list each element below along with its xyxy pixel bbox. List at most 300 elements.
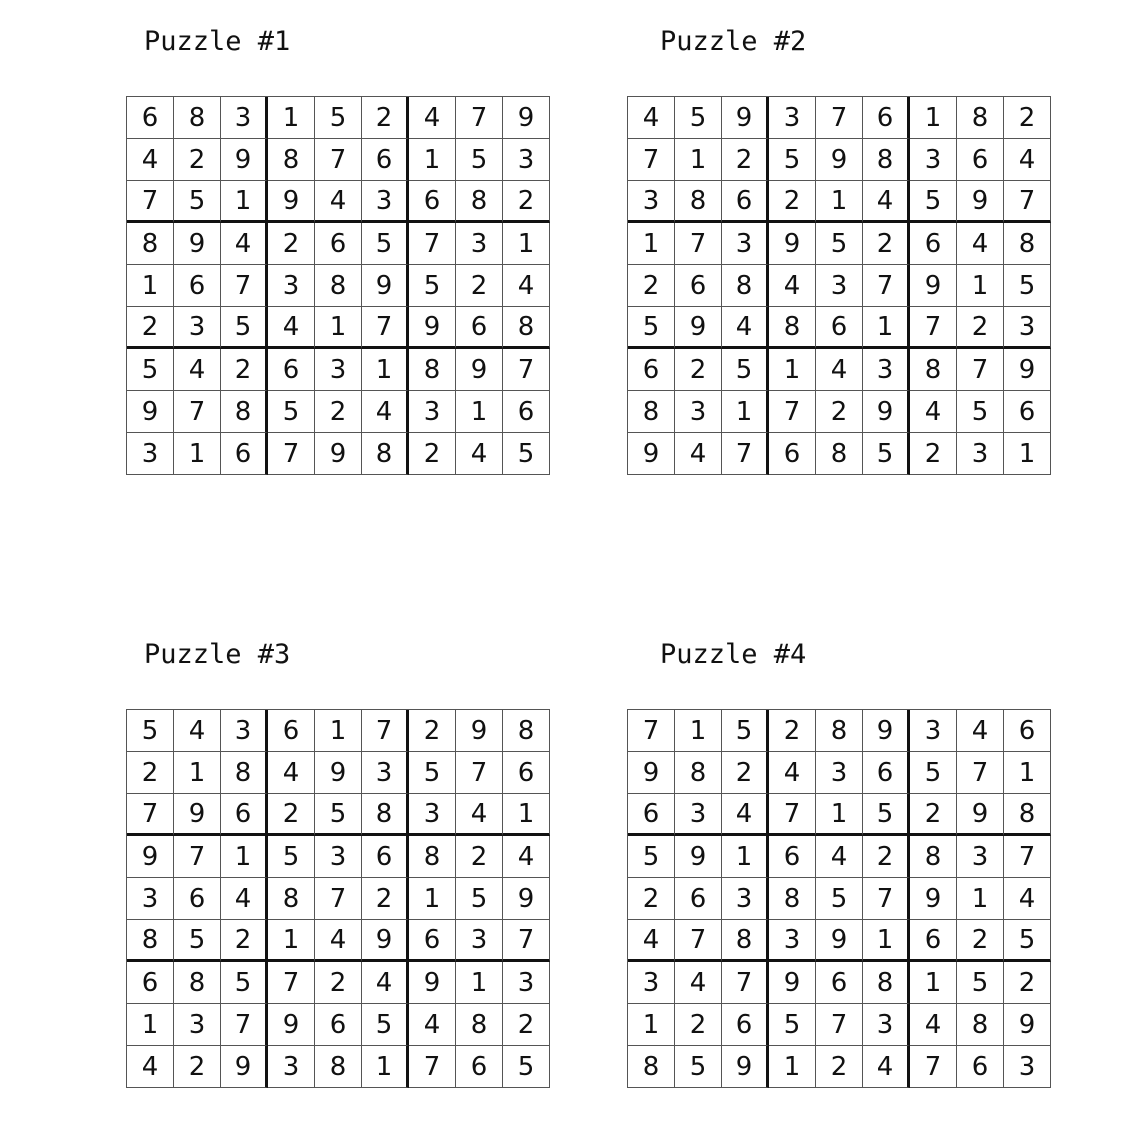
sudoku-cell: 6 bbox=[1004, 391, 1051, 433]
sudoku-cell: 2 bbox=[1004, 962, 1051, 1004]
sudoku-cell: 3 bbox=[722, 223, 769, 265]
sudoku-cell: 9 bbox=[503, 878, 550, 920]
sudoku-cell: 1 bbox=[675, 710, 722, 752]
sudoku-cell: 6 bbox=[268, 349, 315, 391]
sudoku-cell: 3 bbox=[315, 836, 362, 878]
sudoku-cell: 8 bbox=[221, 391, 268, 433]
sudoku-cell: 9 bbox=[362, 265, 409, 307]
sudoku-cell: 4 bbox=[769, 265, 816, 307]
sudoku-cell: 3 bbox=[127, 878, 174, 920]
sudoku-cell: 2 bbox=[221, 349, 268, 391]
sudoku-cell: 5 bbox=[315, 794, 362, 836]
sudoku-cell: 5 bbox=[362, 223, 409, 265]
sudoku-cell: 2 bbox=[503, 1004, 550, 1046]
sudoku-cell: 2 bbox=[722, 752, 769, 794]
sudoku-cell: 7 bbox=[174, 836, 221, 878]
sudoku-cell: 7 bbox=[816, 97, 863, 139]
sudoku-cell: 4 bbox=[628, 97, 675, 139]
sudoku-cell: 1 bbox=[816, 181, 863, 223]
sudoku-grid bbox=[126, 709, 550, 1088]
puzzle-title: Puzzle #2 bbox=[660, 26, 807, 57]
sudoku-cell: 2 bbox=[127, 307, 174, 349]
sudoku-cell: 2 bbox=[722, 139, 769, 181]
sudoku-cell: 3 bbox=[268, 1046, 315, 1088]
sudoku-cell: 5 bbox=[863, 433, 910, 475]
sudoku-cell: 1 bbox=[769, 1046, 816, 1088]
sudoku-cell: 4 bbox=[863, 1046, 910, 1088]
sudoku-cell: 8 bbox=[628, 391, 675, 433]
sudoku-cell: 3 bbox=[816, 265, 863, 307]
sudoku-cell: 9 bbox=[1004, 349, 1051, 391]
sudoku-cell: 4 bbox=[456, 433, 503, 475]
sudoku-cell: 9 bbox=[628, 433, 675, 475]
sudoku-cell: 4 bbox=[268, 307, 315, 349]
sudoku-cell: 8 bbox=[1004, 223, 1051, 265]
sudoku-cell: 6 bbox=[769, 836, 816, 878]
sudoku-cell: 2 bbox=[456, 265, 503, 307]
sudoku-cell: 6 bbox=[409, 181, 456, 223]
sudoku-cell: 7 bbox=[957, 752, 1004, 794]
sudoku-cell: 8 bbox=[362, 794, 409, 836]
sudoku-cell: 6 bbox=[1004, 710, 1051, 752]
sudoku-cell: 9 bbox=[816, 139, 863, 181]
sudoku-cell: 8 bbox=[675, 752, 722, 794]
sudoku-cell: 6 bbox=[722, 181, 769, 223]
sudoku-cell: 1 bbox=[315, 307, 362, 349]
sudoku-cell: 4 bbox=[957, 223, 1004, 265]
sudoku-cell: 7 bbox=[221, 1004, 268, 1046]
sudoku-cell: 9 bbox=[456, 710, 503, 752]
puzzle-title: Puzzle #3 bbox=[144, 639, 291, 670]
sudoku-cell: 5 bbox=[628, 307, 675, 349]
sudoku-cell: 9 bbox=[456, 349, 503, 391]
sudoku-cell: 5 bbox=[221, 307, 268, 349]
sudoku-cell: 2 bbox=[1004, 97, 1051, 139]
sudoku-cell: 7 bbox=[910, 1046, 957, 1088]
sudoku-cell: 4 bbox=[1004, 878, 1051, 920]
sudoku-cell: 3 bbox=[362, 752, 409, 794]
sudoku-cell: 8 bbox=[315, 265, 362, 307]
sudoku-cell: 5 bbox=[127, 349, 174, 391]
sudoku-cell: 1 bbox=[456, 391, 503, 433]
sudoku-cell: 6 bbox=[456, 1046, 503, 1088]
sudoku-cell: 2 bbox=[769, 181, 816, 223]
sudoku-cell: 5 bbox=[221, 962, 268, 1004]
sudoku-cell: 9 bbox=[503, 97, 550, 139]
sudoku-cell: 4 bbox=[863, 181, 910, 223]
sudoku-cell: 8 bbox=[268, 878, 315, 920]
sudoku-cell: 1 bbox=[628, 1004, 675, 1046]
sudoku-cell: 8 bbox=[456, 1004, 503, 1046]
sudoku-cell: 9 bbox=[957, 181, 1004, 223]
sudoku-cell: 7 bbox=[268, 962, 315, 1004]
sudoku-cell: 7 bbox=[409, 223, 456, 265]
sudoku-grid bbox=[627, 96, 1051, 475]
sudoku-cell: 1 bbox=[409, 878, 456, 920]
sudoku-cell: 6 bbox=[409, 920, 456, 962]
puzzle-title: Puzzle #1 bbox=[144, 26, 291, 57]
sudoku-cell: 5 bbox=[456, 139, 503, 181]
sudoku-cell: 1 bbox=[722, 836, 769, 878]
sudoku-cell: 7 bbox=[456, 97, 503, 139]
sudoku-cell: 1 bbox=[675, 139, 722, 181]
sudoku-cell: 8 bbox=[675, 181, 722, 223]
sudoku-cell: 7 bbox=[456, 752, 503, 794]
sudoku-cell: 8 bbox=[503, 307, 550, 349]
sudoku-cell: 4 bbox=[409, 97, 456, 139]
sudoku-cell: 3 bbox=[127, 433, 174, 475]
sudoku-cell: 6 bbox=[127, 97, 174, 139]
sudoku-cell: 1 bbox=[174, 752, 221, 794]
sudoku-cell: 7 bbox=[315, 878, 362, 920]
sudoku-cell: 8 bbox=[221, 752, 268, 794]
sudoku-cell: 9 bbox=[957, 794, 1004, 836]
sudoku-cell: 4 bbox=[221, 878, 268, 920]
sudoku-cell: 5 bbox=[1004, 265, 1051, 307]
sudoku-cell: 1 bbox=[863, 920, 910, 962]
sudoku-cell: 5 bbox=[268, 836, 315, 878]
sudoku-cell: 2 bbox=[221, 920, 268, 962]
sudoku-cell: 3 bbox=[628, 181, 675, 223]
sudoku-cell: 8 bbox=[863, 139, 910, 181]
sudoku-cell: 8 bbox=[769, 878, 816, 920]
sudoku-cell: 8 bbox=[1004, 794, 1051, 836]
sudoku-cell: 3 bbox=[910, 710, 957, 752]
sudoku-cell: 6 bbox=[957, 139, 1004, 181]
sudoku-cell: 6 bbox=[863, 97, 910, 139]
sudoku-cell: 6 bbox=[910, 920, 957, 962]
sudoku-cell: 3 bbox=[221, 97, 268, 139]
sudoku-cell: 1 bbox=[268, 920, 315, 962]
sudoku-cell: 6 bbox=[503, 391, 550, 433]
sudoku-cell: 4 bbox=[722, 307, 769, 349]
sudoku-cell: 9 bbox=[910, 265, 957, 307]
sudoku-cell: 9 bbox=[362, 920, 409, 962]
sudoku-cell: 4 bbox=[503, 836, 550, 878]
sudoku-cell: 5 bbox=[816, 223, 863, 265]
sudoku-cell: 1 bbox=[503, 223, 550, 265]
sudoku-cell: 6 bbox=[221, 794, 268, 836]
sudoku-cell: 4 bbox=[816, 349, 863, 391]
sudoku-cell: 5 bbox=[910, 752, 957, 794]
sudoku-cell: 5 bbox=[1004, 920, 1051, 962]
sudoku-cell: 8 bbox=[362, 433, 409, 475]
sudoku-cell: 7 bbox=[769, 794, 816, 836]
sudoku-cell: 8 bbox=[409, 349, 456, 391]
sudoku-grid bbox=[126, 96, 550, 475]
sudoku-cell: 6 bbox=[816, 307, 863, 349]
sudoku-cell: 5 bbox=[910, 181, 957, 223]
sudoku-cell: 9 bbox=[863, 710, 910, 752]
sudoku-cell: 1 bbox=[957, 878, 1004, 920]
sudoku-cell: 7 bbox=[409, 1046, 456, 1088]
sudoku-cell: 8 bbox=[816, 433, 863, 475]
sudoku-cell: 9 bbox=[863, 391, 910, 433]
sudoku-cell: 3 bbox=[315, 349, 362, 391]
sudoku-cell: 5 bbox=[628, 836, 675, 878]
sudoku-cell: 8 bbox=[863, 962, 910, 1004]
sudoku-cell: 4 bbox=[503, 265, 550, 307]
sudoku-grid bbox=[627, 709, 1051, 1088]
sudoku-cell: 3 bbox=[863, 349, 910, 391]
sudoku-cell: 3 bbox=[409, 391, 456, 433]
sudoku-cell: 9 bbox=[268, 1004, 315, 1046]
sudoku-cell: 1 bbox=[174, 433, 221, 475]
sudoku-cell: 7 bbox=[1004, 836, 1051, 878]
sudoku-cell: 7 bbox=[863, 265, 910, 307]
sudoku-cell: 8 bbox=[722, 265, 769, 307]
sudoku-cell: 3 bbox=[769, 920, 816, 962]
sudoku-cell: 8 bbox=[722, 920, 769, 962]
sudoku-cell: 5 bbox=[127, 710, 174, 752]
sudoku-cell: 8 bbox=[910, 349, 957, 391]
sudoku-cell: 7 bbox=[675, 223, 722, 265]
sudoku-cell: 3 bbox=[503, 139, 550, 181]
sudoku-cell: 1 bbox=[127, 265, 174, 307]
sudoku-cell: 2 bbox=[362, 97, 409, 139]
sudoku-cell: 1 bbox=[409, 139, 456, 181]
sudoku-cell: 4 bbox=[769, 752, 816, 794]
sudoku-cell: 8 bbox=[174, 962, 221, 1004]
sudoku-cell: 6 bbox=[174, 878, 221, 920]
sudoku-cell: 9 bbox=[409, 307, 456, 349]
sudoku-cell: 2 bbox=[863, 836, 910, 878]
sudoku-cell: 2 bbox=[268, 223, 315, 265]
sudoku-cell: 1 bbox=[910, 97, 957, 139]
sudoku-cell: 9 bbox=[221, 1046, 268, 1088]
sudoku-cell: 5 bbox=[409, 265, 456, 307]
sudoku-cell: 6 bbox=[221, 433, 268, 475]
sudoku-cell: 5 bbox=[409, 752, 456, 794]
sudoku-cell: 3 bbox=[910, 139, 957, 181]
sudoku-cell: 5 bbox=[816, 878, 863, 920]
sudoku-cell: 5 bbox=[362, 1004, 409, 1046]
sudoku-cell: 7 bbox=[957, 349, 1004, 391]
sudoku-cell: 7 bbox=[503, 920, 550, 962]
sudoku-cell: 8 bbox=[910, 836, 957, 878]
sudoku-cell: 1 bbox=[362, 349, 409, 391]
sudoku-cell: 9 bbox=[315, 433, 362, 475]
sudoku-cell: 5 bbox=[722, 349, 769, 391]
sudoku-cell: 4 bbox=[127, 1046, 174, 1088]
sudoku-cell: 3 bbox=[174, 307, 221, 349]
sudoku-cell: 7 bbox=[863, 878, 910, 920]
sudoku-cell: 8 bbox=[315, 1046, 362, 1088]
sudoku-cell: 2 bbox=[910, 433, 957, 475]
sudoku-cell: 1 bbox=[503, 794, 550, 836]
sudoku-cell: 3 bbox=[722, 878, 769, 920]
sudoku-cell: 4 bbox=[174, 710, 221, 752]
sudoku-cell: 4 bbox=[1004, 139, 1051, 181]
sudoku-cell: 3 bbox=[456, 920, 503, 962]
sudoku-cell: 3 bbox=[456, 223, 503, 265]
sudoku-cell: 9 bbox=[268, 181, 315, 223]
sudoku-cell: 4 bbox=[675, 433, 722, 475]
sudoku-cell: 8 bbox=[503, 710, 550, 752]
sudoku-cell: 7 bbox=[1004, 181, 1051, 223]
sudoku-cell: 9 bbox=[910, 878, 957, 920]
sudoku-cell: 6 bbox=[816, 962, 863, 1004]
sudoku-cell: 5 bbox=[174, 920, 221, 962]
sudoku-cell: 5 bbox=[456, 878, 503, 920]
sudoku-cell: 8 bbox=[628, 1046, 675, 1088]
sudoku-cell: 9 bbox=[315, 752, 362, 794]
sudoku-cell: 2 bbox=[315, 962, 362, 1004]
sudoku-cell: 5 bbox=[503, 1046, 550, 1088]
sudoku-cell: 9 bbox=[722, 1046, 769, 1088]
sudoku-cell: 9 bbox=[1004, 1004, 1051, 1046]
sudoku-cell: 4 bbox=[722, 794, 769, 836]
sudoku-cell: 7 bbox=[675, 920, 722, 962]
sudoku-cell: 8 bbox=[769, 307, 816, 349]
sudoku-cell: 9 bbox=[769, 223, 816, 265]
sudoku-cell: 3 bbox=[957, 433, 1004, 475]
sudoku-cell: 9 bbox=[174, 223, 221, 265]
sudoku-cell: 7 bbox=[127, 794, 174, 836]
sudoku-cell: 6 bbox=[315, 223, 362, 265]
sudoku-cell: 4 bbox=[315, 920, 362, 962]
sudoku-cell: 6 bbox=[127, 962, 174, 1004]
sudoku-cell: 7 bbox=[174, 391, 221, 433]
sudoku-cell: 9 bbox=[675, 307, 722, 349]
sudoku-cell: 8 bbox=[127, 223, 174, 265]
sudoku-cell: 8 bbox=[456, 181, 503, 223]
sudoku-cell: 5 bbox=[769, 139, 816, 181]
sudoku-cell: 4 bbox=[315, 181, 362, 223]
sudoku-cell: 3 bbox=[769, 97, 816, 139]
sudoku-cell: 7 bbox=[722, 962, 769, 1004]
sudoku-cell: 5 bbox=[769, 1004, 816, 1046]
sudoku-cell: 6 bbox=[456, 307, 503, 349]
sudoku-cell: 2 bbox=[456, 836, 503, 878]
sudoku-cell: 5 bbox=[957, 962, 1004, 1004]
sudoku-cell: 2 bbox=[769, 710, 816, 752]
sudoku-cell: 3 bbox=[221, 710, 268, 752]
sudoku-cell: 9 bbox=[174, 794, 221, 836]
sudoku-cell: 9 bbox=[127, 836, 174, 878]
sudoku-cell: 5 bbox=[863, 794, 910, 836]
sudoku-cell: 1 bbox=[910, 962, 957, 1004]
sudoku-cell: 6 bbox=[268, 710, 315, 752]
sudoku-cell: 8 bbox=[127, 920, 174, 962]
sudoku-cell: 2 bbox=[409, 710, 456, 752]
sudoku-cell: 1 bbox=[1004, 752, 1051, 794]
sudoku-cell: 9 bbox=[409, 962, 456, 1004]
sudoku-cell: 1 bbox=[957, 265, 1004, 307]
sudoku-cell: 1 bbox=[221, 181, 268, 223]
sudoku-cell: 6 bbox=[174, 265, 221, 307]
sudoku-cell: 5 bbox=[722, 710, 769, 752]
sudoku-cell: 6 bbox=[675, 265, 722, 307]
sudoku-cell: 6 bbox=[315, 1004, 362, 1046]
sudoku-cell: 4 bbox=[957, 710, 1004, 752]
sudoku-cell: 6 bbox=[910, 223, 957, 265]
sudoku-cell: 6 bbox=[675, 878, 722, 920]
sudoku-cell: 5 bbox=[675, 97, 722, 139]
sudoku-cell: 2 bbox=[127, 752, 174, 794]
sudoku-cell: 6 bbox=[769, 433, 816, 475]
sudoku-cell: 7 bbox=[362, 710, 409, 752]
sudoku-cell: 2 bbox=[174, 139, 221, 181]
sudoku-cell: 1 bbox=[315, 710, 362, 752]
sudoku-cell: 1 bbox=[722, 391, 769, 433]
sudoku-cell: 3 bbox=[863, 1004, 910, 1046]
sudoku-cell: 6 bbox=[722, 1004, 769, 1046]
sudoku-cell: 7 bbox=[910, 307, 957, 349]
sudoku-cell: 6 bbox=[628, 349, 675, 391]
sudoku-cell: 7 bbox=[628, 139, 675, 181]
sudoku-cell: 2 bbox=[675, 349, 722, 391]
sudoku-cell: 2 bbox=[628, 265, 675, 307]
sudoku-cell: 2 bbox=[409, 433, 456, 475]
sudoku-cell: 3 bbox=[409, 794, 456, 836]
sudoku-cell: 5 bbox=[268, 391, 315, 433]
sudoku-cell: 9 bbox=[221, 139, 268, 181]
sudoku-cell: 8 bbox=[174, 97, 221, 139]
sudoku-cell: 7 bbox=[268, 433, 315, 475]
sudoku-cell: 7 bbox=[315, 139, 362, 181]
sudoku-cell: 3 bbox=[362, 181, 409, 223]
sudoku-cell: 4 bbox=[268, 752, 315, 794]
sudoku-cell: 1 bbox=[456, 962, 503, 1004]
sudoku-cell: 3 bbox=[1004, 307, 1051, 349]
sudoku-cell: 7 bbox=[362, 307, 409, 349]
sudoku-cell: 2 bbox=[816, 391, 863, 433]
sudoku-cell: 9 bbox=[722, 97, 769, 139]
sudoku-cell: 7 bbox=[722, 433, 769, 475]
sudoku-cell: 3 bbox=[675, 794, 722, 836]
sudoku-cell: 5 bbox=[675, 1046, 722, 1088]
sudoku-cell: 2 bbox=[957, 920, 1004, 962]
sudoku-cell: 5 bbox=[174, 181, 221, 223]
sudoku-cell: 6 bbox=[957, 1046, 1004, 1088]
sudoku-cell: 7 bbox=[628, 710, 675, 752]
sudoku-cell: 2 bbox=[816, 1046, 863, 1088]
sudoku-cell: 4 bbox=[675, 962, 722, 1004]
sudoku-cell: 4 bbox=[456, 794, 503, 836]
sudoku-cell: 7 bbox=[769, 391, 816, 433]
sudoku-cell: 1 bbox=[816, 794, 863, 836]
sudoku-cell: 1 bbox=[1004, 433, 1051, 475]
sudoku-cell: 1 bbox=[127, 1004, 174, 1046]
sudoku-cell: 3 bbox=[1004, 1046, 1051, 1088]
sudoku-cell: 5 bbox=[315, 97, 362, 139]
sudoku-cell: 6 bbox=[362, 139, 409, 181]
sudoku-cell: 8 bbox=[957, 97, 1004, 139]
sudoku-cell: 4 bbox=[816, 836, 863, 878]
sudoku-cell: 2 bbox=[628, 878, 675, 920]
sudoku-cell: 7 bbox=[221, 265, 268, 307]
sudoku-cell: 3 bbox=[628, 962, 675, 1004]
sudoku-cell: 4 bbox=[409, 1004, 456, 1046]
sudoku-cell: 8 bbox=[409, 836, 456, 878]
sudoku-cell: 7 bbox=[816, 1004, 863, 1046]
sudoku-cell: 3 bbox=[816, 752, 863, 794]
sudoku-cell: 1 bbox=[221, 836, 268, 878]
sudoku-cell: 6 bbox=[362, 836, 409, 878]
sudoku-cell: 7 bbox=[127, 181, 174, 223]
sudoku-cell: 3 bbox=[675, 391, 722, 433]
sudoku-cell: 1 bbox=[628, 223, 675, 265]
sudoku-cell: 3 bbox=[503, 962, 550, 1004]
sudoku-cell: 6 bbox=[503, 752, 550, 794]
sudoku-cell: 6 bbox=[628, 794, 675, 836]
sudoku-cell: 2 bbox=[268, 794, 315, 836]
sudoku-cell: 2 bbox=[315, 391, 362, 433]
sudoku-cell: 4 bbox=[628, 920, 675, 962]
sudoku-cell: 3 bbox=[268, 265, 315, 307]
sudoku-cell: 4 bbox=[362, 391, 409, 433]
